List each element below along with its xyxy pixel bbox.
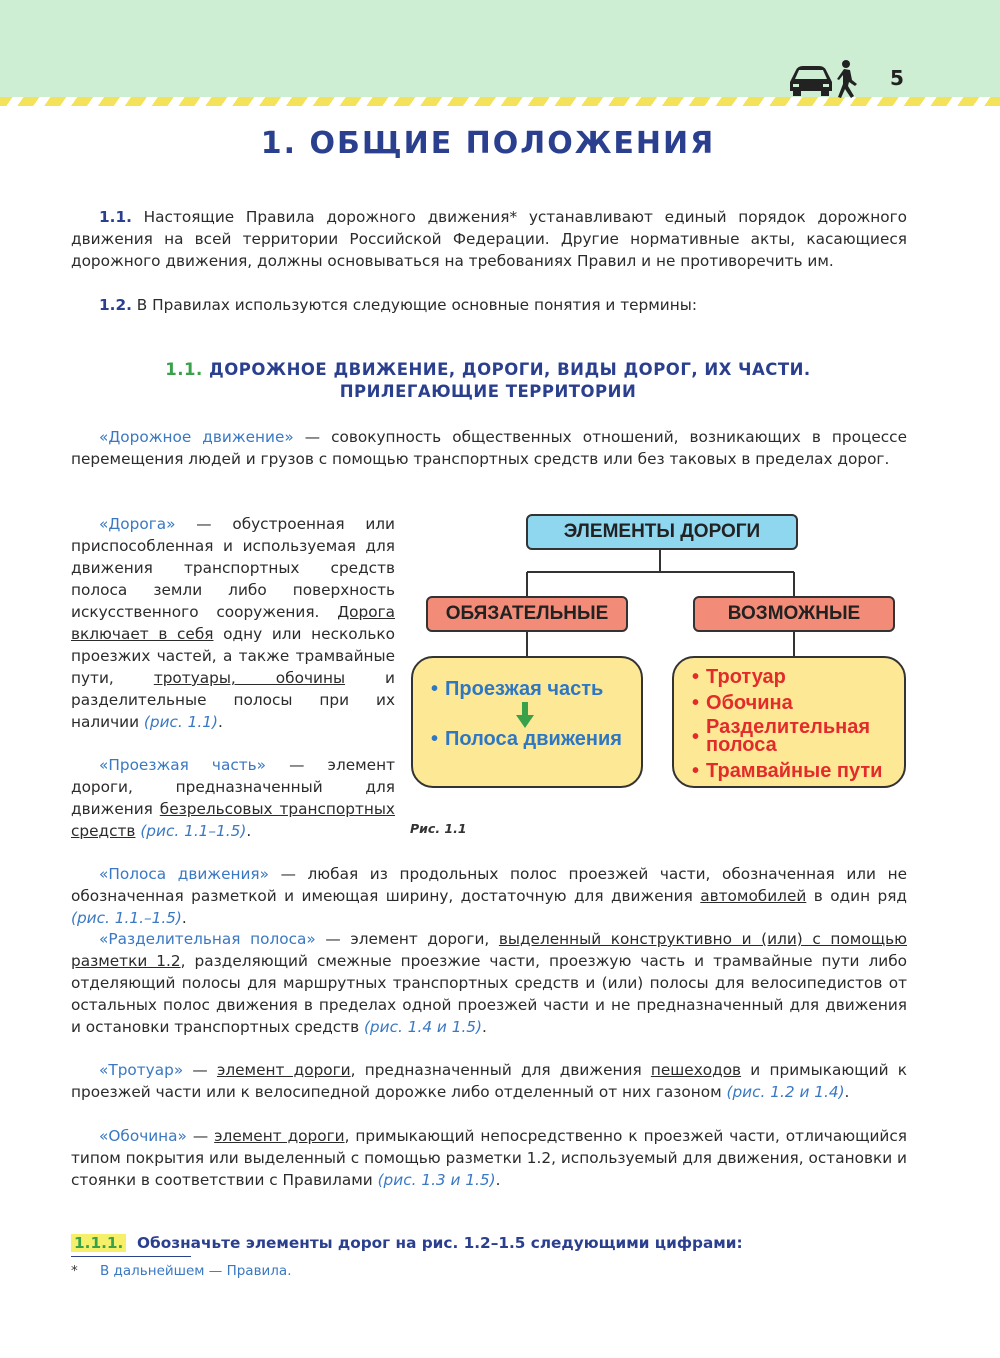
underlined-text: тротуары, обочины xyxy=(153,669,346,687)
optional-elements-box xyxy=(672,656,906,788)
definition-text: — совокупность общественных отношений, возникающих в процессе перемещения людей и грузов с помощью транспортных средств или без таковых в пределах дорог. xyxy=(71,428,908,468)
period: . xyxy=(495,1171,501,1189)
definition-text: , предназначенный для движения xyxy=(350,1061,651,1079)
definition-text: и примыкающий к проезжей части или к велосипедной дорожке либо отделенный от них газоном xyxy=(71,1061,907,1101)
definition-shoulder xyxy=(71,1125,907,1191)
term: «Разделительная полоса» xyxy=(99,930,316,948)
section-number: 1.1. xyxy=(165,360,203,379)
section-title-line1: ДОРОЖНОЕ ДВИЖЕНИЕ, ДОРОГИ, ВИДЫ ДОРОГ, ИХ ЧАСТИ. xyxy=(209,360,811,379)
definition-text: — элемент дороги, xyxy=(315,930,499,948)
optional-item xyxy=(692,694,793,712)
term: «Дорожное движение» xyxy=(99,428,294,446)
section-title-line2: ПРИЛЕГАЮЩИЕ ТЕРРИТОРИИ xyxy=(339,382,637,401)
definition-divider xyxy=(71,928,907,1038)
bullet: • xyxy=(692,760,700,782)
required-item-label: Проезжая часть xyxy=(445,678,604,700)
definition-lane xyxy=(71,863,907,929)
optional-item-label: Трамвайные пути xyxy=(706,760,883,782)
definition-traffic xyxy=(71,426,907,470)
term: «Полоса движения» xyxy=(99,865,269,883)
underlined-text: выделенный конструктивно и (или) с помощью разметки 1.2 xyxy=(71,930,907,970)
definition-text: — элемент дороги, предназначенный для движения xyxy=(71,756,395,818)
underlined-text: безрельсовых транспортных средств xyxy=(71,800,395,840)
definition-text: — любая из продольных полос проезжей части, обозначенная или не обозначенная разметкой и имеющая ширину, достаточную для движения xyxy=(71,865,907,905)
required-elements-box xyxy=(411,656,643,788)
required-item xyxy=(431,678,603,701)
bullet: • xyxy=(692,726,700,748)
diagram-root-node: ЭЛЕМЕНТЫ ДОРОГИ xyxy=(526,514,798,550)
paragraph-1-1 xyxy=(71,206,907,272)
definition-sidewalk xyxy=(71,1059,907,1103)
arrow-down-icon xyxy=(515,702,535,730)
definition-text: одну или несколько проезжих частей, а также трамвайные пути, xyxy=(71,625,395,687)
footnote-mark: * xyxy=(71,1263,78,1279)
header-icons xyxy=(786,58,866,104)
definition-road xyxy=(71,513,395,733)
term: «Проезжая часть» xyxy=(99,756,267,774)
paragraph-text: В Правилах используются следующие основные понятия и термины: xyxy=(136,296,697,314)
period: . xyxy=(482,1018,487,1036)
figure-reference: (рис. 1.1.–1.5) xyxy=(71,909,182,927)
figure-reference: (рис. 1.1) xyxy=(143,713,218,731)
figure-reference: (рис. 1.1–1.5) xyxy=(140,822,247,840)
optional-item-label: Обочина xyxy=(706,692,793,714)
task-number: 1.1.1. xyxy=(71,1234,126,1252)
period: . xyxy=(181,909,187,927)
paragraph-number: 1.2. xyxy=(99,296,132,314)
diagram-required-node: ОБЯЗАТЕЛЬНЫЕ xyxy=(426,596,628,632)
optional-item-label: Тротуар xyxy=(706,666,786,688)
bullet: • xyxy=(692,692,700,714)
section-title xyxy=(0,359,976,403)
definition-carriageway xyxy=(71,754,395,842)
optional-item xyxy=(692,718,882,754)
optional-item xyxy=(692,762,882,780)
term: «Тротуар» xyxy=(99,1061,184,1079)
road-elements-diagram xyxy=(408,510,908,800)
required-item-label: Полоса движения xyxy=(445,728,622,750)
definition-text: — xyxy=(186,1127,215,1145)
diagram-optional-node: ВОЗМОЖНЫЕ xyxy=(693,596,895,632)
figure-caption: Рис. 1.1 xyxy=(410,821,467,836)
underlined-text: Дорога включает в себя xyxy=(71,603,395,643)
bullet: • xyxy=(692,666,700,688)
definition-text: , примыкающий непосредственно к проезжей части, отличающийся типом покрытия или выделенный с помощью разметки 1.2, используемый для движения, остановки и стоянки в соответствии с Правилами xyxy=(71,1127,907,1189)
underlined-text: автомобилей xyxy=(700,887,807,905)
task-1-1-1 xyxy=(71,1234,743,1252)
period: . xyxy=(217,713,223,731)
definition-text: — обустроенная или приспособленная и используемая для движения транспортных средств полоса земли либо поверхность искусственного сооружения. xyxy=(71,515,395,621)
chapter-title: 1. ОБЩИЕ ПОЛОЖЕНИЯ xyxy=(260,126,716,161)
paragraph-1-2 xyxy=(71,294,907,316)
definition-text: в один ряд xyxy=(806,887,907,905)
figure-reference: (рис. 1.3 и 1.5) xyxy=(377,1171,496,1189)
optional-item-label: Разделительная полоса xyxy=(706,716,871,756)
underlined-text: элемент дороги xyxy=(214,1127,345,1145)
underlined-text: пешеходов xyxy=(650,1061,742,1079)
footnote xyxy=(71,1263,292,1279)
pedestrian-icon xyxy=(837,60,857,98)
car-icon xyxy=(790,66,832,96)
bullet: • xyxy=(431,728,439,750)
footnote-text: В дальнейшем — Правила. xyxy=(100,1263,292,1279)
task-text: Обозначьте элементы дорог на рис. 1.2–1.5 следующими цифрами: xyxy=(137,1234,743,1252)
task-underline xyxy=(71,1256,191,1257)
optional-item xyxy=(692,668,786,686)
required-item xyxy=(431,728,622,751)
definition-text: — xyxy=(183,1061,217,1079)
figure-reference: (рис. 1.2 и 1.4) xyxy=(726,1083,845,1101)
underlined-text: элемент дороги xyxy=(216,1061,351,1079)
definition-text: , разделяющий смежные проезжие части, проезжую часть и трамвайные пути либо отделяющий полосы для маршрутных транспортных средств и (или) полосы для велосипедистов от остальных полос движения в пределах одной проезжей части и не предназначенный для движения и остановки транспортных средств xyxy=(71,952,908,1036)
period: . xyxy=(246,822,252,840)
term: «Обочина» xyxy=(99,1127,187,1145)
bullet: • xyxy=(431,678,439,700)
term: «Дорога» xyxy=(99,515,176,533)
definition-text: и разделительные полосы при их наличии xyxy=(71,669,396,731)
page-number: 5 xyxy=(890,66,904,90)
figure-reference: (рис. 1.4 и 1.5) xyxy=(363,1018,483,1036)
paragraph-number: 1.1. xyxy=(99,208,132,226)
period: . xyxy=(844,1083,850,1101)
paragraph-text: Настоящие Правила дорожного движения* устанавливают единый порядок дорожного движения на всей территории Российской Федерации. Другие нормативные акты, касающиеся дорожного движения, должны основываться на требованиях Правил и не противоречить им. xyxy=(71,208,907,270)
